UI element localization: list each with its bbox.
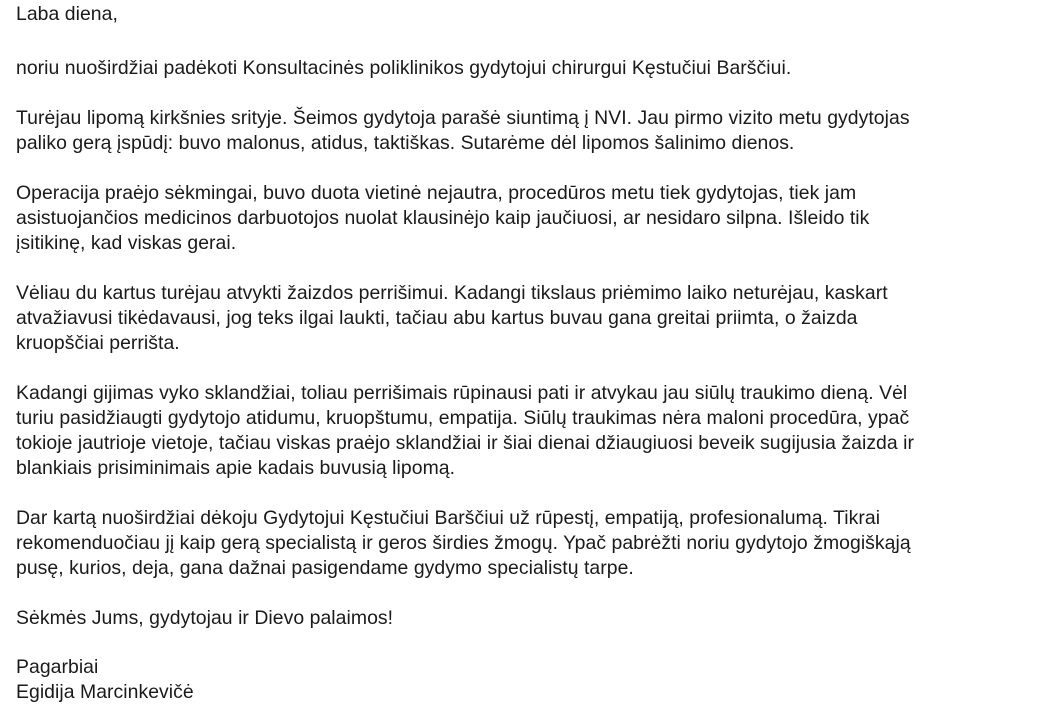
paragraph-line: Vėliau du kartus turėjau atvykti žaizdos perrišimui. Kadangi tikslaus priėmimo laiko neturėjau, kaskart [16, 282, 888, 304]
paragraph-line: pusę, kurios, deja, gana dažnai pasigendame gydymo specialistų tarpe. [16, 557, 634, 579]
paragraph-line: kruopščiai perrišta. [16, 332, 180, 354]
paragraph-line: Dar kartą nuoširdžiai dėkoju Gydytojui Kęstučiui Barščiui už rūpestį, empatiją, profesionalumą. Tikrai [16, 507, 881, 529]
paragraph-line: Kadangi gijimas vyko sklandžiai, toliau perrišimais rūpinausi pati ir atvykau jau siūlų traukimo dieną. Vėl [16, 382, 908, 404]
signature-name: Egidija Marcinkevičė [16, 681, 194, 703]
closing-wish-line: Sėkmės Jums, gydytojau ir Dievo palaimos! [16, 607, 394, 629]
paragraph-line: tokioje jautrioje vietoje, tačiau viskas praėjo sklandžiai ir šiai dienai džiaugiuosi beveik sugijusia žaizda ir [16, 432, 915, 454]
paragraph-healing [16, 381, 1046, 481]
letter-body [16, 2, 1046, 705]
paragraph-line: noriu nuoširdžiai padėkoti Konsultacinės poliklinikos gydytojui chirurgui Kęstučiui Barščiui. [16, 57, 792, 79]
paragraph-line: asistuojančios medicinos darbuotojos nuolat klausinėjo kaip jaučiuosi, ar nesidaro silpna. Išleido tik [16, 207, 870, 229]
paragraph-line: Operacija praėjo sėkmingai, buvo duota vietinė nejautra, procedūros metu tiek gydytojas, tiek jam [16, 182, 857, 204]
paragraph-lipoma [16, 106, 1046, 156]
paragraph-line: turiu pasidžiaugti gydytojo atidumu, kruopštumu, empatija. Siūlų traukimas nėra maloni procedūra, ypač [16, 407, 910, 429]
paragraph-line: paliko gerą įspūdį: buvo malonus, atidus, taktiškas. Sutarėme dėl lipomos šalinimo dienos. [16, 132, 795, 154]
paragraph-thanks [16, 56, 1046, 81]
signature-block [16, 655, 1046, 705]
paragraph-gratitude [16, 506, 1046, 581]
paragraph-dressing [16, 281, 1046, 356]
paragraph-operation [16, 181, 1046, 256]
signoff: Pagarbiai [16, 656, 99, 678]
paragraph-line: atvažiavusi tikėdavausi, jog teks ilgai laukti, tačiau abu kartus buvau gana greitai priimta, o žaizda [16, 307, 858, 329]
paragraph-line: rekomenduočiau jį kaip gerą specialistą ir geros širdies žmogų. Ypač pabrėžti noriu gydytojo žmogiškąją [16, 532, 911, 554]
paragraph-line: blankiais prisiminimais apie kadais buvusią lipomą. [16, 457, 456, 479]
paragraph-line: Turėjau lipomą kirkšnies srityje. Šeimos gydytoja parašė siuntimą į NVI. Jau pirmo vizito metu gydytojas [16, 107, 910, 129]
closing-wish [16, 606, 1046, 631]
greeting-line: Laba diena, [16, 3, 118, 25]
greeting [16, 2, 1046, 27]
paragraph-line: įsitikinę, kad viskas gerai. [16, 232, 237, 254]
